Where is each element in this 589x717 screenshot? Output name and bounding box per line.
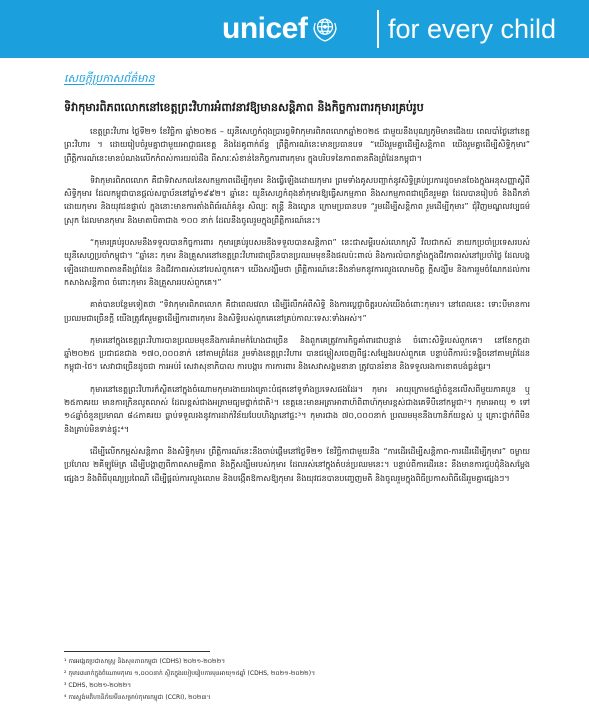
press-release-kicker: សេចក្តីប្រកាសព័ត៌មាន [64, 72, 155, 85]
page-header [0, 0, 589, 58]
footnote-separator [64, 651, 210, 652]
paragraph-7: ដើម្បីលើកកម្ពស់សន្តិភាព និងសិទ្ធិកុមារ ព្រឹត្តិការណ៍នេះនឹងចាប់ផ្តើមនៅថ្ងៃទី២១ ខែវិច្ឆិកាជាមួយនឹង “ការដើរដើម្បីសន្តិភាព-ការដើរដើម្បីកុមារ” ចម្ងាយប្រហែល ២គីឡូម៉ែត្រ ដើម្បីបង្ហាញពីភាពសាមគ្គីភាព និងក្តីសង្ឃឹមរបស់កុមារ ដែលរស់នៅក្នុងតំបន់ប្រឈមនេះ។ បន្ទាប់ពីការដើរនេះ នឹងមានការជួបជុំនិងសម្តែងផ្សេងៗ និងពិធីបុណ្យប្រពៃណី ដើម្បីផ្តល់ការលួងលោម និងបង្កើតឱកាសឱ្យកុមារ និងយុវជនបានបញ្ចេញមតិ និងចូលរួមក្នុងពិធីប្រកាសពិធីដើររួមគ្នាផ្សេងៗ។ [64, 446, 530, 483]
paragraph-1: ខេត្តព្រះវិហារ ថ្ងៃទី២១ ខែវិច្ឆិកា ឆ្នាំ២០២៥ – យូនីសេហ្វកំពុងប្រារព្ធទិវាកុមារពិភពលោកឆ្នាំ២០២៥ ជាមួយនឹងបុណ្យភូមិមានជើងយ ពេលបាំថ្ងៃនៅខេត្តព្រះវិហារ ។ ដោយរៀបចំរួមគ្នាជាមួយអាជ្ញាធរខេត្ត និងដៃគូពាក់ព័ន្ធ ព្រឹត្តិការណ៍នេះមានប្រធានបទ “យើងរួមគ្នាដើម្បីសន្តិភាព យើងរួមគ្នាដើម្បីសិទ្ធិកុមារ” ព្រឹត្តិការណ៍នេះមានបំណងលើកកំពស់ការយល់ដឹង ពីសារៈសំខាន់នៃកិច្ចការពារកុមារ ក្នុងបរិបទនៃភាពតានតឹងព្រំដែនកម្ពុជា។ [64, 127, 530, 163]
unicef-globe-icon [310, 14, 340, 44]
paragraph-5: កុមារនៅក្នុងខេត្តព្រះវិហារបានប្រឈមមុខនឹងការគំរាមកំហែងជាច្រើន និងពួកគេត្រូវការកិច្ចគាំពារជាបន្ទាន់ ចំពោះសិទ្ធិរបស់ពួកគេ។ នៅខែកក្កដា ឆ្នាំ២០២៥ ប្រជាជនជាង ១៧០,០០០នាក់ នៅតាមព្រំដែន រួមទាំងខេត្តព្រះវិហារ បានជម្លៀសចេញពីផ្ទះសម្បែងរបស់ពួកគេ បន្ទាប់ពីការប៉ះទង្គិចនៅតាមព្រំដែនកម្ពុជា-ថៃ។ សេវាជាច្រើនដូចជា ការអប់រំ សេវាសុខាភិបាល ការបង្ការ ការការពារ និងសេវាសង្គមនានា ត្រូវបានរំខាន និងទទួលរងការខាតបង់ធ្ងន់ធ្ងរ។ [64, 335, 530, 372]
press-release-body [64, 72, 530, 494]
paragraph-4: គាត់បានបន្ថែមទៀតថា “ទិវាកុមារពិភពលោក គឺជាពេលវេលា ដើម្បីរំលឹកអំពីសិទ្ធិ និងការប្តេជ្ញាចិត្តរបស់យើងចំពោះកុមារ។ នៅពេលនេះ ទោះបីមានការប្រឈមជាច្រើនក្តី យើងត្រូវតែរួមគ្នាដើម្បីការពារកុមារ និងសិទ្ធិរបស់ពួកគេនៅគ្រប់កាលៈទេសៈទាំងអស់។” [64, 300, 530, 323]
page-title: ទិវាកុមារពិភពលោកនៅខេត្តព្រះវិហារអំពាវនាវឱ្យមានសន្តិភាព និងកិច្ចការពារកុមារគ្រប់រូប [64, 101, 424, 114]
paragraph-6: កុមារនៅខេត្តព្រះវិហារក៏ស្ថិតនៅក្នុងចំណោមកុមារងាយរងគ្រោះបំផុតនៅទូទាំងប្រទេសផងដែរ។ កុមារ អាយុក្រោម៥ឆ្នាំចំនួនលើសពីមួយភាគបួន ឬ ២៥ភាគរយ មានការក្រិនលូតលាស់ ដែលខ្ពស់ជាងអត្រាមធ្យមថ្នាក់ជាតិ¹។ ខេត្តនេះមានអត្រាអាពាហ៍ពិពាហ៍កុមារខ្ពស់ជាងគេទីបីនៅកម្ពុជា²។ កុមារអាយុ ១ ទៅ ១៤ឆ្នាំចំនួនប្រមាណ ៨៤ភាគរយ ធ្លាប់ទទួលរងនូវការដាក់វិន័យបែបហិង្សានៅផ្ទះ³។ កុមារជាង ៧០,០០០នាក់ ប្រឈមមុខនឹងហានិភ័យខ្ពស់ ឬ គ្រោះថ្នាក់ពីមីន និងគ្រាប់មិនទាន់ផ្ទុះ⁴។ [64, 384, 530, 434]
brand-wordmark: unicef [222, 12, 308, 45]
footnotes [64, 656, 530, 704]
brand-tagline: for every child [388, 14, 557, 44]
header-divider [377, 10, 379, 48]
footnote-2: ² កុមារ៣នាក់ក្នុងចំណោមកុមារ ១,០០០នាក់ ស្ថិតក្នុងរបៀបរៀបការមុនអាយុ១៥ឆ្នាំ (CDHS, ២០២១-២០២២)។ [64, 670, 316, 677]
footnote-1: ¹ ការអង្កេតប្រជាសាស្ត្រ និងសុខភាពកម្ពុជា (CDHS) ២០២១-២០២២។ [64, 658, 226, 665]
paragraph-3: “កុមារគ្រប់រូបសមនឹងទទួលបានកិច្ចការពារ កុមារគ្រប់រូបសមនឹងទទួលបានសន្តិភាព” នេះជាសម្តីរបស់លោកស្រី វីលជាកស៍ នាយកប្រចាំប្រទេសរបស់យូនីសេហ្វប្រចាំកម្ពុជា។ “ឆ្នាំនេះ កុមារ និងគ្រួសារនៅខេត្តព្រះវិហារជាច្រើនបានប្រឈមមុខនឹងផលប៉ះពាល់ និងការលំបាកខ្លាំងក្នុងជីវភាពរស់នៅប្រចាំថ្ងៃ ដែលបង្កឡើងដោយភាពតានតឹងព្រំដែន និងជីវភាពរស់នៅរបស់ពួកគេ។ យើងសង្ឃឹមថា ព្រឹត្តិការណ៍នេះនឹងនាំមកនូវការលួងលោមចិត្ត ក្តីសង្ឃឹម និងការរួមចំណែកដល់ការកសាងសន្តិភាព ចំពោះកុមារ និងគ្រួសាររបស់ពួកគេ។” [64, 238, 530, 287]
footnote-4: ⁴ ការស្ទង់មតិហានិភ័យមីនសម្រាប់កុមារកម្ពុជា (CCRI), ២០២៣។ [64, 694, 211, 701]
footnote-3: ³ CDHS, ២០២១-២០២២។ [64, 682, 132, 689]
unicef-logo[interactable] [222, 9, 342, 49]
paragraph-2: ទិវាកុមារពិភពលោក គឺជាទិវាសកលនៃសកម្មភាពដើម្បីកុមារ និងធ្វើឡើងដោយកុមារ ព្រមទាំងគូសបញ្ជាក់នូវសិទ្ធិគ្រប់ប្រការដូចមានចែងក្នុងអនុសញ្ញាស្តីពីសិទ្ធិកុមារ ដែលកម្ពុជាបានផ្តល់សច្ចាប័ននៅឆ្នាំ១៩៩២។ ឆ្នាំនេះ យូនីសេហ្វកំពុងនាំកុមារឱ្យធ្វើសកម្មភាព និងសកម្មភាពជាច្រើនរួមគ្នា ដែលបានរៀបចំ និងដឹកនាំដោយកុមារ និងយុវជនផ្ទាល់ ក្នុងនោះមានការតាំងពិព័រណ៍គំនូរ សិល្បៈ តន្ត្រី និងល្ខោន ក្រោមប្រធានបទ “រួមដើម្បីសន្តិភាព រួមដើម្បីកុមារ” ជុំវិញមណ្ឌលវប្បធម៌ស្រុក ដែលមានកុមារ និងមាតាបិតាជាង ១០០ នាក់ ដែលនឹងចូលរួមក្នុងព្រឹត្តិការណ៍នេះ។ [64, 175, 530, 225]
